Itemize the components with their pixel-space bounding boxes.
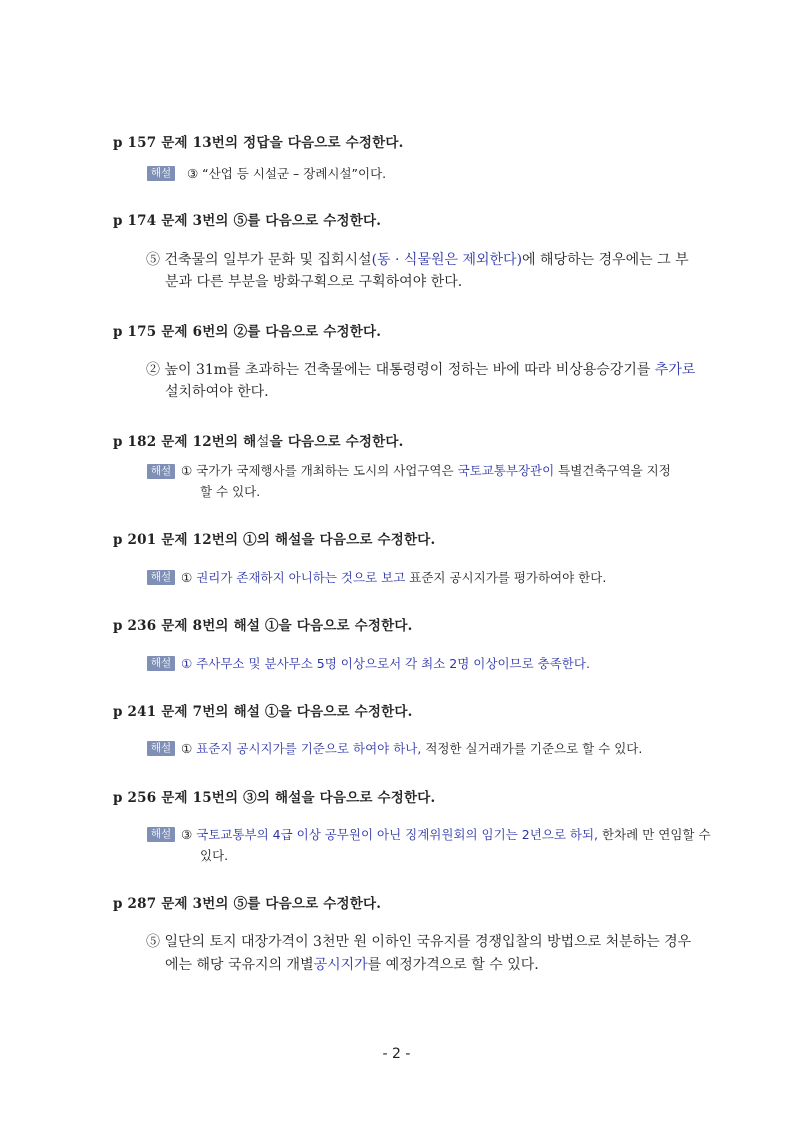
highlighted-text: (동 · 식물원은 제외한다) (371, 252, 523, 268)
correction-heading: p 174 문제 3번의 ⑤를 다음으로 수정한다. (113, 213, 382, 229)
correction-heading: p 256 문제 15번의 ③의 해설을 다음으로 수정한다. (113, 790, 436, 806)
page-number: - 2 - (382, 1046, 411, 1062)
text-segment: 를 예정가격으로 할 수 있다. (367, 957, 539, 973)
highlighted-text: ① 주사무소 및 분사무소 5명 이상으로서 각 최소 2명 이상이므로 충족한다. (181, 656, 590, 671)
correction-text: 분과 다른 부분을 방화구획으로 구획하여야 한다. (165, 274, 463, 290)
highlighted-text: 추가로 (654, 362, 696, 378)
highlighted-text: 국토교통부의 4급 이상 공무원이 아닌 징계위원회의 임기는 2년으로 하되, (196, 827, 599, 842)
explanation-badge: 해설 (147, 570, 175, 585)
text-segment: 특별건축구역을 지정 (554, 463, 671, 478)
text-segment: 을 다음으로 수정한다. (269, 434, 404, 450)
text-segment: 에는 해당 국유지의 개별 (165, 957, 314, 973)
correction-heading: p 236 문제 8번의 해설 ①을 다음으로 수정한다. (113, 618, 413, 634)
text-segment: ① (181, 741, 197, 756)
highlighted-text: 공시지가 (313, 957, 368, 973)
highlighted-text: 국토교통부장관이 (457, 463, 555, 478)
correction-text: 설치하여야 한다. (165, 384, 269, 400)
highlighted-text: 권리가 존재하지 아니하는 것으로 보고 (196, 570, 406, 585)
correction-text: 있다. (200, 848, 229, 863)
correction-heading: p 241 문제 7번의 해설 ①을 다음으로 수정한다. (113, 704, 413, 720)
explanation-badge: 해설 (147, 741, 175, 756)
correction-text: ⑤ 일단의 토지 대장가격이 3천만 원 이하인 국유지를 경쟁입찰의 방법으로 처분하는 경우 (146, 934, 692, 950)
text-segment: 표준지 공시지가를 평가하여야 한다. (405, 570, 607, 585)
correction-text (181, 460, 671, 482)
text-segment: ① 국가가 국제행사를 개최하는 도시의 사업구역은 (181, 463, 458, 478)
text-segment: 설 (256, 434, 270, 450)
correction-text (181, 824, 711, 846)
correction-text (165, 954, 539, 976)
highlighted-text: 표준지 공시지가를 기준으로 하여야 하나, (196, 741, 422, 756)
correction-heading: p 175 문제 6번의 ②를 다음으로 수정한다. (113, 324, 382, 340)
explanation-badge: 해설 (147, 656, 175, 671)
correction-text (146, 359, 695, 381)
explanation-badge: 해설 (147, 827, 175, 842)
explanation-badge: 해설 (147, 166, 175, 181)
explanation-badge: 해설 (147, 464, 175, 479)
correction-text (181, 738, 642, 760)
correction-text: ③ “산업 등 시설군 – 장례시설”이다. (187, 166, 387, 181)
text-segment: ② 높이 31m를 초과하는 건축물에는 대통령령이 정하는 바에 따라 비상용승강기를 (146, 362, 655, 378)
correction-heading: p 157 문제 13번의 정답을 다음으로 수정한다. (113, 135, 404, 151)
text-segment: 한차례 만 연임할 수 (598, 827, 711, 842)
correction-text (181, 567, 606, 589)
correction-heading: p 287 문제 3번의 ⑤를 다음으로 수정한다. (113, 896, 382, 912)
correction-text: 할 수 있다. (200, 484, 261, 499)
text-segment: 에 해당하는 경우에는 그 부 (522, 252, 689, 268)
text-segment: ③ (181, 827, 197, 842)
text-segment: ⑤ 건축물의 일부가 문화 및 집회시설 (146, 252, 372, 268)
text-segment: 적정한 실거래가를 기준으로 할 수 있다. (421, 741, 643, 756)
text-segment: ① (181, 570, 197, 585)
correction-heading (113, 430, 404, 450)
correction-text (146, 249, 689, 271)
correction-heading: p 201 문제 12번의 ①의 해설을 다음으로 수정한다. (113, 532, 436, 548)
text-segment: p 182 문제 12번의 해 (113, 434, 257, 450)
